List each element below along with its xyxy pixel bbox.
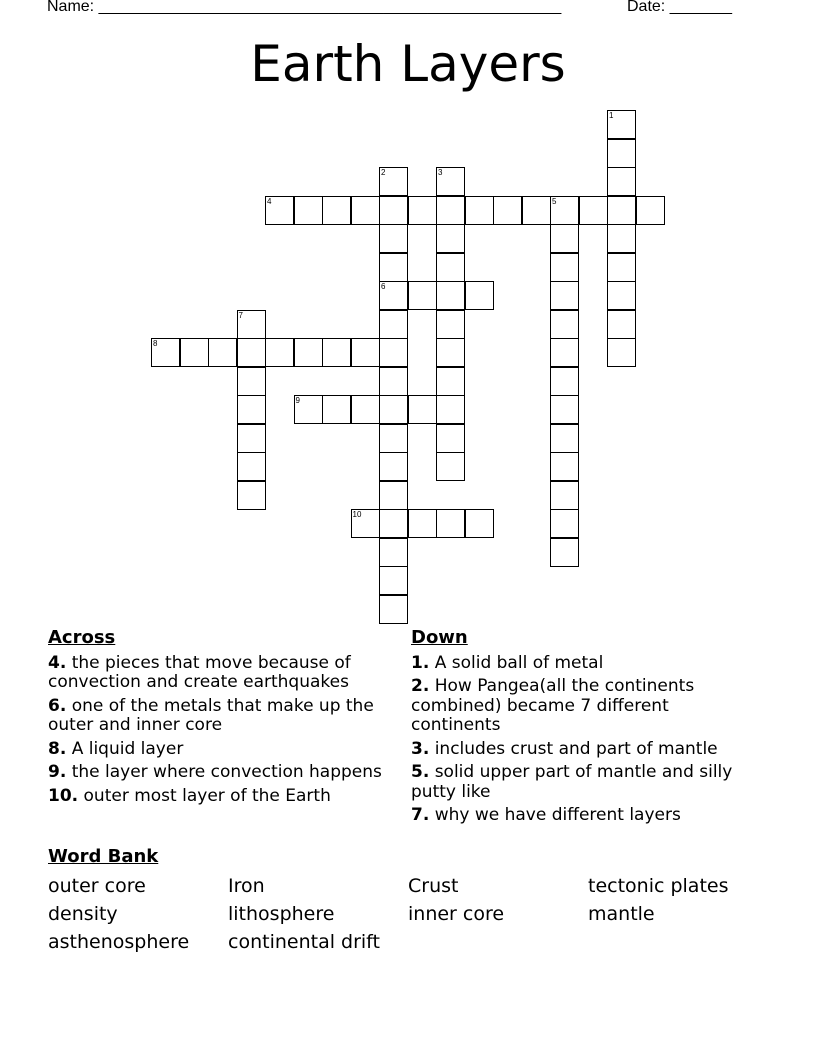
crossword-cell[interactable] bbox=[436, 253, 465, 282]
crossword-cell[interactable] bbox=[322, 196, 351, 225]
cell-number: 4 bbox=[267, 196, 272, 206]
crossword-cell[interactable] bbox=[408, 196, 437, 225]
cell-number: 7 bbox=[238, 310, 243, 320]
clue-text: why we have different layers bbox=[434, 805, 681, 825]
crossword-cell[interactable] bbox=[294, 338, 323, 367]
clue-text: A solid ball of metal bbox=[434, 652, 604, 673]
crossword-cell[interactable] bbox=[465, 281, 494, 310]
clue-number: 9. bbox=[48, 762, 67, 782]
across-clue-8 bbox=[48, 740, 388, 760]
crossword-cell[interactable] bbox=[436, 452, 465, 481]
crossword-cell[interactable] bbox=[351, 395, 380, 424]
clue-text: How Pangea(all the continents combined) became 7 different continents bbox=[411, 676, 695, 735]
crossword-cell[interactable] bbox=[237, 310, 266, 339]
across-clue-6 bbox=[48, 697, 388, 736]
word-bank-item: density bbox=[48, 903, 118, 925]
crossword-cell[interactable] bbox=[436, 196, 465, 225]
down-clue-5 bbox=[411, 763, 761, 802]
crossword-cell[interactable] bbox=[237, 395, 266, 424]
crossword-cell[interactable] bbox=[522, 196, 551, 225]
crossword-cell[interactable] bbox=[237, 338, 266, 367]
clue-text: the layer where convection happens bbox=[71, 762, 382, 782]
crossword-cell[interactable] bbox=[550, 395, 579, 424]
clue-number: 1. bbox=[411, 652, 430, 673]
name-field-label: Name: ____________________________________________________ bbox=[47, 0, 562, 15]
clue-text: the pieces that move because of convection and create earthquakes bbox=[48, 652, 351, 692]
across-clue-4 bbox=[48, 654, 388, 693]
crossword-cell[interactable] bbox=[379, 167, 408, 196]
word-bank-item: Crust bbox=[408, 875, 459, 897]
cell-number: 3 bbox=[438, 168, 443, 177]
word-bank-item: continental drift bbox=[228, 931, 380, 953]
clue-text: solid upper part of mantle and silly putty like bbox=[411, 762, 733, 802]
clue-number: 3. bbox=[411, 738, 430, 759]
word-bank-item: mantle bbox=[588, 903, 655, 925]
word-bank-item: asthenosphere bbox=[48, 931, 190, 953]
down-clues bbox=[411, 628, 761, 830]
crossword-cell[interactable] bbox=[550, 338, 579, 367]
word-bank-item: tectonic plates bbox=[588, 875, 729, 897]
word-bank-title: Word Bank bbox=[48, 846, 159, 867]
crossword-cell[interactable] bbox=[379, 253, 408, 282]
cell-number: 6 bbox=[381, 282, 386, 291]
crossword-cell[interactable] bbox=[351, 338, 380, 367]
crossword-cell[interactable] bbox=[436, 395, 465, 424]
crossword-cell[interactable] bbox=[237, 481, 266, 510]
cell-number: 10 bbox=[352, 510, 362, 519]
crossword-cell[interactable] bbox=[265, 196, 294, 225]
crossword-cell[interactable] bbox=[379, 224, 408, 253]
crossword-cell[interactable] bbox=[550, 253, 579, 282]
clue-number: 6. bbox=[48, 695, 67, 716]
crossword-cell[interactable] bbox=[550, 310, 579, 339]
crossword-cell[interactable] bbox=[607, 224, 636, 253]
crossword-cell[interactable] bbox=[607, 139, 636, 168]
down-clue-2 bbox=[411, 677, 761, 736]
clue-number: 5. bbox=[411, 762, 430, 782]
crossword-cell[interactable] bbox=[607, 253, 636, 282]
page-title: Earth Layers bbox=[250, 35, 566, 93]
crossword-cell[interactable] bbox=[607, 167, 636, 196]
crossword-cell[interactable] bbox=[379, 395, 408, 424]
crossword-cell[interactable] bbox=[607, 281, 636, 310]
crossword-cell[interactable] bbox=[550, 509, 579, 538]
crossword-cell[interactable] bbox=[550, 281, 579, 310]
crossword-cell[interactable] bbox=[550, 452, 579, 481]
crossword-cell[interactable] bbox=[436, 424, 465, 453]
crossword-cell[interactable] bbox=[322, 338, 351, 367]
crossword-cell[interactable] bbox=[607, 310, 636, 339]
crossword-cell[interactable] bbox=[579, 196, 608, 225]
crossword-cell[interactable] bbox=[550, 538, 579, 567]
crossword-cell[interactable] bbox=[550, 367, 579, 396]
crossword-cell[interactable] bbox=[151, 338, 180, 367]
crossword-cell[interactable] bbox=[180, 338, 209, 367]
crossword-cell[interactable] bbox=[436, 338, 465, 367]
crossword-cell[interactable] bbox=[607, 196, 636, 225]
clue-text: A liquid layer bbox=[71, 738, 184, 759]
crossword-cell[interactable] bbox=[636, 196, 665, 225]
crossword-cell[interactable] bbox=[550, 424, 579, 453]
crossword-cell[interactable] bbox=[379, 481, 408, 510]
crossword-cell[interactable] bbox=[351, 509, 380, 538]
across-clue-10 bbox=[48, 787, 388, 807]
crossword-cell[interactable] bbox=[379, 424, 408, 453]
cell-number: 9 bbox=[295, 396, 300, 405]
crossword-cell[interactable] bbox=[550, 196, 579, 225]
crossword-cell[interactable] bbox=[607, 110, 636, 139]
crossword-cell[interactable] bbox=[436, 367, 465, 396]
crossword-cell[interactable] bbox=[265, 338, 294, 367]
word-bank-item: lithosphere bbox=[228, 903, 335, 925]
clue-text: includes crust and part of mantle bbox=[434, 738, 718, 759]
date-field-label: Date: _______ bbox=[627, 0, 732, 15]
crossword-cell[interactable] bbox=[493, 196, 522, 225]
crossword-cell[interactable] bbox=[436, 167, 465, 196]
down-heading: Down bbox=[411, 627, 468, 648]
crossword-cell[interactable] bbox=[379, 538, 408, 567]
clue-number: 10. bbox=[48, 785, 79, 806]
crossword-cell[interactable] bbox=[294, 196, 323, 225]
clue-text: outer most layer of the Earth bbox=[83, 785, 331, 806]
down-clue-3 bbox=[411, 740, 761, 760]
crossword-cell[interactable] bbox=[408, 395, 437, 424]
word-bank-item: inner core bbox=[408, 903, 505, 925]
crossword-cell[interactable] bbox=[379, 310, 408, 339]
crossword-cell[interactable] bbox=[237, 367, 266, 396]
across-clues bbox=[48, 628, 388, 810]
clue-number: 4. bbox=[48, 652, 67, 673]
cell-number: 5 bbox=[552, 196, 557, 206]
word-bank-item: outer core bbox=[48, 875, 146, 897]
crossword-cell[interactable] bbox=[379, 196, 408, 225]
crossword-cell[interactable] bbox=[465, 196, 494, 225]
clue-number: 2. bbox=[411, 676, 430, 696]
cell-number: 2 bbox=[381, 168, 386, 177]
cell-number: 8 bbox=[153, 339, 158, 348]
crossword-cell[interactable] bbox=[237, 452, 266, 481]
crossword-cell[interactable] bbox=[408, 509, 437, 538]
clue-text: one of the metals that make up the outer and inner core bbox=[48, 695, 374, 735]
crossword-cell[interactable] bbox=[379, 367, 408, 396]
crossword-cell[interactable] bbox=[379, 595, 408, 624]
down-clue-1 bbox=[411, 654, 761, 674]
crossword-cell[interactable] bbox=[379, 452, 408, 481]
crossword-cell[interactable] bbox=[550, 224, 579, 253]
crossword-cell[interactable] bbox=[436, 224, 465, 253]
clue-number: 7. bbox=[411, 805, 430, 825]
crossword-cell[interactable] bbox=[379, 566, 408, 595]
crossword-cell[interactable] bbox=[379, 338, 408, 367]
crossword-cell[interactable] bbox=[351, 196, 380, 225]
crossword-cell[interactable] bbox=[408, 281, 437, 310]
crossword-cell[interactable] bbox=[436, 281, 465, 310]
clue-number: 8. bbox=[48, 738, 67, 759]
crossword-cell[interactable] bbox=[322, 395, 351, 424]
crossword-cell[interactable] bbox=[294, 395, 323, 424]
word-bank-item: Iron bbox=[228, 875, 265, 897]
crossword-cell[interactable] bbox=[379, 509, 408, 538]
crossword-cell[interactable] bbox=[465, 509, 494, 538]
crossword-cell[interactable] bbox=[550, 481, 579, 510]
crossword-cell[interactable] bbox=[436, 509, 465, 538]
cell-number: 1 bbox=[609, 111, 614, 120]
crossword-cell[interactable] bbox=[379, 281, 408, 310]
crossword-cell[interactable] bbox=[436, 310, 465, 339]
down-clue-7 bbox=[411, 806, 761, 826]
crossword-cell[interactable] bbox=[208, 338, 237, 367]
crossword-cell[interactable] bbox=[607, 338, 636, 367]
across-clue-9 bbox=[48, 763, 388, 783]
crossword-cell[interactable] bbox=[237, 424, 266, 453]
across-heading: Across bbox=[48, 627, 116, 648]
